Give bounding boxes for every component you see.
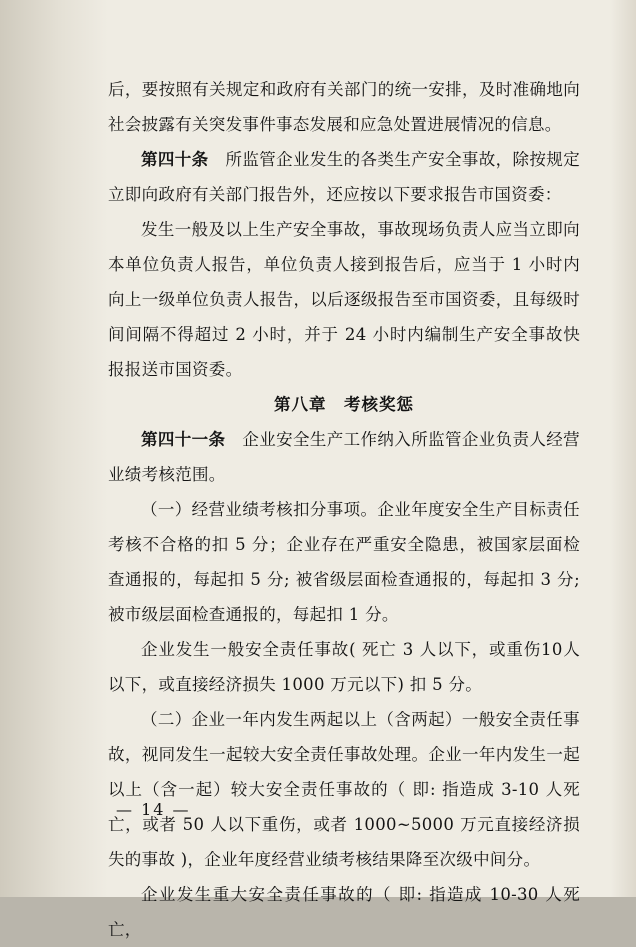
paragraph-item-1: （一）经营业绩考核扣分事项。企业年度安全生产目标责任考核不合格的扣 5 分；企业存在严重安全隐患，被国家层面检查通报的，每起扣 5 分; 被省级层面检查通报的，每起扣 3 分; 被市级层面检查通报的，每起扣 1 分。	[108, 500, 580, 624]
paragraph-article-41	[108, 422, 580, 492]
paragraph-continuation: 后，要按照有关规定和政府有关部门的统一安排，及时准确地向社会披露有关突发事件事态发展和应急处置进展情况的信息。	[108, 80, 580, 134]
article-41-text: 企业安全生产工作纳入所监管企业负责人经营业绩考核范围。	[108, 430, 580, 484]
article-41-label: 第四十一条	[141, 430, 226, 449]
paragraph-article-40	[108, 142, 580, 212]
paragraph-major-accident: 企业发生重大安全责任事故的（ 即: 指造成 10-30 人死亡，	[108, 885, 580, 939]
article-40-text: 所监管企业发生的各类生产安全事故，除按规定立即向政府有关部门报告外，还应按以下要求报告市国资委：	[108, 150, 580, 204]
paragraph-item-2: （二）企业一年内发生两起以上（含两起）一般安全责任事故，视同发生一起较大安全责任事故处理。企业一年内发生一起以上（含一起）较大安全责任事故的（ 即: 指造成 3-10 人死亡，或者 50 人以下重伤，或者 1000~5000 万元直接经济损失的事故 )，企业年度经营业绩考核结果降至次级中间分。	[108, 710, 580, 869]
chapter-heading: 第八章 考核奖惩	[274, 395, 414, 414]
article-40-label: 第四十条	[141, 150, 209, 169]
paragraph-general-accident: 企业发生一般安全责任事故( 死亡 3 人以下，或重伤10人以下，或直接经济损失 1000 万元以下) 扣 5 分。	[108, 640, 580, 694]
page-footer	[108, 800, 580, 819]
paragraph-reporting-procedure: 发生一般及以上生产安全事故，事故现场负责人应当立即向本单位负责人报告，单位负责人接到报告后，应当于 1 小时内向上一级单位负责人报告，以后逐级报告至市国资委，且每级时间间隔不得超过 2 小时，并于 24 小时内编制生产安全事故快报报送市国资委。	[108, 220, 580, 379]
page-number: — 14 —	[116, 800, 191, 819]
